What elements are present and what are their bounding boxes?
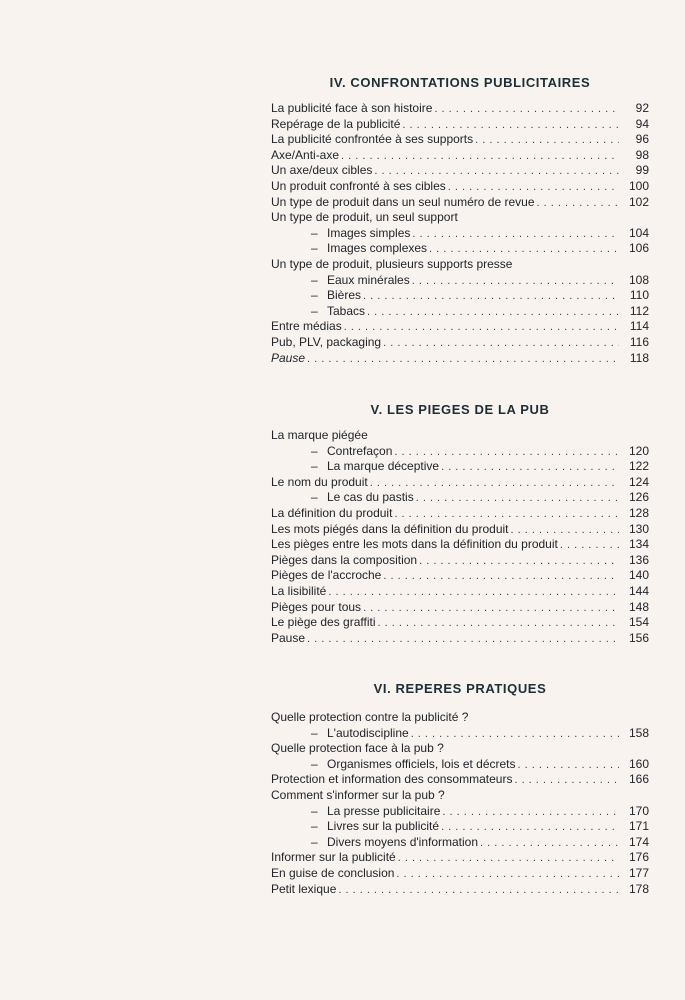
dash-marker: –: [311, 819, 318, 834]
dot-leader: [419, 553, 619, 570]
entry-label: Petit lexique: [271, 881, 337, 896]
entry-label: Axe/Anti-axe: [271, 147, 340, 162]
toc-subentry: [271, 241, 649, 257]
entry-label: Entre médias: [271, 319, 342, 334]
toc-entry: [271, 741, 649, 757]
dot-leader: [398, 850, 619, 867]
page-number: 156: [628, 630, 649, 645]
toc-section-6: [271, 710, 649, 897]
entry-label: Images complexes: [327, 241, 428, 256]
dot-leader: [363, 600, 619, 617]
page-number: 104: [628, 225, 649, 240]
dot-leader: [383, 568, 619, 585]
dot-leader: [344, 319, 619, 336]
dot-leader: [363, 288, 619, 305]
toc-entry: [271, 710, 649, 726]
toc-entry: [271, 210, 649, 226]
toc-entry: [271, 148, 649, 164]
toc-subentry: [271, 804, 649, 820]
entry-label: La marque piégée: [271, 428, 368, 442]
section-title: IV. CONFRONTATIONS PUBLICITAIRES: [329, 75, 591, 90]
page-number: 176: [628, 850, 649, 865]
entry-label: Un type de produit dans un seul numéro de revue: [271, 194, 535, 209]
entry-label: La définition du produit: [271, 505, 393, 520]
dot-leader: [416, 490, 619, 507]
toc-entry: [271, 428, 649, 444]
page-number: 94: [635, 116, 649, 131]
entry-label: Bières: [327, 288, 362, 303]
dot-leader: [434, 101, 619, 118]
page-number: 99: [635, 163, 649, 178]
toc-entry: [271, 132, 649, 148]
entry-label: Pièges pour tous: [271, 599, 362, 614]
dash-marker: –: [311, 834, 318, 849]
dot-leader: [338, 882, 619, 899]
entry-label: Livres sur la publicité: [327, 819, 440, 834]
entry-label: La lisibilité: [271, 583, 327, 598]
dash-marker: –: [311, 288, 318, 303]
toc-entry: [271, 257, 649, 273]
entry-label: Un type de produit, un seul support: [271, 210, 458, 225]
page-number: 134: [628, 537, 649, 552]
dot-leader: [367, 304, 619, 321]
dot-leader: [412, 273, 619, 290]
toc-subentry: [271, 726, 649, 742]
toc-subentry: [271, 490, 649, 506]
toc-entry: [271, 475, 649, 491]
page-number: 148: [628, 599, 649, 614]
entry-label: L'autodiscipline: [327, 725, 409, 740]
page-number: 171: [628, 819, 649, 834]
dash-marker: –: [311, 756, 318, 771]
dot-leader: [560, 537, 619, 554]
toc-subentry: [271, 835, 649, 851]
toc-subentry: [271, 459, 649, 475]
toc-entry: [271, 584, 649, 600]
page-number: 92: [635, 101, 649, 115]
entry-label: Repérage de la publicité: [271, 116, 401, 131]
page-number: 112: [629, 303, 649, 318]
toc-entry: [271, 600, 649, 616]
dot-leader: [475, 132, 619, 149]
toc-entry: [271, 319, 649, 335]
dash-marker: –: [311, 490, 318, 505]
page-number: 178: [628, 881, 649, 896]
page-number: 174: [628, 834, 649, 849]
dot-leader: [307, 631, 619, 648]
page-number: 102: [628, 194, 649, 209]
entry-label: Pub, PLV, packaging: [271, 334, 382, 349]
entry-label: Pièges de l'accroche: [271, 568, 382, 583]
toc-entry: [271, 568, 649, 584]
dot-leader: [378, 615, 619, 632]
dash-marker: –: [311, 803, 318, 818]
dot-leader: [383, 335, 619, 352]
page-number: 96: [635, 132, 649, 147]
dot-leader: [412, 226, 619, 243]
toc-section-5: [271, 428, 649, 646]
dot-leader: [396, 866, 619, 883]
entry-label: Tabacs: [327, 303, 366, 318]
entry-label: Quelle protection face à la pub ?: [271, 741, 444, 756]
page-number: 128: [628, 505, 649, 520]
page-number: 122: [628, 459, 649, 474]
entry-label: Le nom du produit: [271, 474, 368, 489]
toc-entry: [271, 772, 649, 788]
dot-leader: [411, 726, 619, 743]
page-number: 126: [628, 490, 649, 505]
toc-entry: [271, 882, 649, 898]
toc-entry: [271, 522, 649, 538]
dash-marker: –: [311, 725, 318, 740]
entry-label: La publicité face à son histoire: [271, 101, 433, 115]
toc-subentry: [271, 226, 649, 242]
dot-leader: [370, 475, 619, 492]
page-number: 177: [628, 865, 649, 880]
dot-leader: [429, 241, 619, 258]
dot-leader: [511, 522, 620, 539]
dot-leader: [374, 163, 619, 180]
entry-label: Informer sur la publicité: [271, 850, 396, 865]
toc-entry: [271, 866, 649, 882]
page-number: 108: [628, 272, 649, 287]
toc-entry: [271, 117, 649, 133]
dash-marker: –: [311, 241, 318, 256]
entry-label: Divers moyens d'information: [327, 834, 479, 849]
dot-leader: [537, 195, 619, 212]
dot-leader: [307, 351, 619, 368]
entry-label: Organismes officiels, lois et décrets: [327, 756, 516, 771]
section-title: V. LES PIEGES DE LA PUB: [370, 402, 550, 417]
section-title: VI. REPERES PRATIQUES: [373, 681, 547, 696]
toc-entry: [271, 506, 649, 522]
dot-leader: [448, 179, 619, 196]
entry-label: Un axe/deux cibles: [271, 163, 373, 178]
dot-leader: [518, 757, 619, 774]
page-number: 144: [628, 583, 649, 598]
toc-entry: [271, 101, 649, 117]
entry-label: Le cas du pastis: [327, 490, 414, 505]
dash-marker: –: [311, 272, 318, 287]
toc-entry: [271, 351, 649, 367]
entry-label: Les mots piégés dans la définition du produit: [271, 521, 509, 536]
page-number: 158: [628, 725, 649, 740]
entry-label: Images simples: [327, 225, 411, 240]
toc-entry: [271, 850, 649, 866]
toc-subentry: [271, 757, 649, 773]
page-number: 120: [628, 443, 649, 458]
toc-subentry: [271, 444, 649, 460]
page-number: 116: [629, 334, 649, 349]
page-number: 118: [629, 350, 649, 365]
dash-marker: –: [311, 225, 318, 240]
page-number: 130: [628, 521, 649, 536]
entry-label: La marque déceptive: [327, 459, 440, 474]
dot-leader: [394, 506, 619, 523]
dot-leader: [514, 772, 619, 789]
entry-label: Le piège des graffiti: [271, 615, 376, 630]
page-number: 98: [635, 147, 649, 162]
page-number: 166: [628, 772, 649, 787]
dot-leader: [441, 819, 619, 836]
dash-marker: –: [311, 303, 318, 318]
toc-section-4: [271, 101, 649, 366]
dot-leader: [441, 459, 619, 476]
page-number: 140: [628, 568, 649, 583]
dash-marker: –: [311, 443, 318, 458]
entry-label: Comment s'informer sur la pub ?: [271, 787, 445, 802]
page-number: 110: [629, 288, 649, 303]
page-number: 124: [628, 474, 649, 489]
dot-leader: [394, 444, 619, 461]
toc-subentry: [271, 288, 649, 304]
entry-label: La publicité confrontée à ses supports: [271, 132, 474, 147]
entry-label: Les pièges entre les mots dans la définition du produit: [271, 537, 558, 552]
dot-leader: [328, 584, 619, 601]
dot-leader: [442, 804, 619, 821]
page-number: 154: [628, 615, 649, 630]
page-number: 106: [628, 241, 649, 256]
entry-label: Eaux minérales: [327, 272, 410, 287]
toc-entry: [271, 788, 649, 804]
entry-label: Pause: [271, 350, 306, 365]
toc-entry: [271, 537, 649, 553]
page-number: 170: [628, 803, 649, 818]
toc-subentry: [271, 819, 649, 835]
dot-leader: [341, 148, 619, 165]
page-number: 114: [629, 319, 649, 334]
entry-label: La presse publicitaire: [327, 803, 441, 818]
entry-label: Contrefaçon: [327, 443, 393, 458]
toc-entry: [271, 195, 649, 211]
page-number: 100: [628, 178, 649, 193]
entry-label: Quelle protection contre la publicité ?: [271, 710, 469, 724]
toc-entry: [271, 335, 649, 351]
dot-leader: [402, 117, 619, 134]
dash-marker: –: [311, 459, 318, 474]
page-number: 136: [628, 552, 649, 567]
entry-label: Protection et information des consommateurs: [271, 772, 513, 787]
page-number: 160: [628, 756, 649, 771]
toc-entry: [271, 553, 649, 569]
toc-entry: [271, 163, 649, 179]
dot-leader: [480, 835, 619, 852]
entry-label: Un produit confronté à ses cibles: [271, 178, 446, 193]
entry-label: En guise de conclusion: [271, 865, 395, 880]
toc-subentry: [271, 304, 649, 320]
entry-label: Un type de produit, plusieurs supports presse: [271, 256, 513, 271]
toc-subentry: [271, 273, 649, 289]
toc-entry: [271, 179, 649, 195]
entry-label: Pause: [271, 630, 306, 645]
entry-label: Pièges dans la composition: [271, 552, 418, 567]
toc-entry: [271, 631, 649, 647]
toc-entry: [271, 615, 649, 631]
